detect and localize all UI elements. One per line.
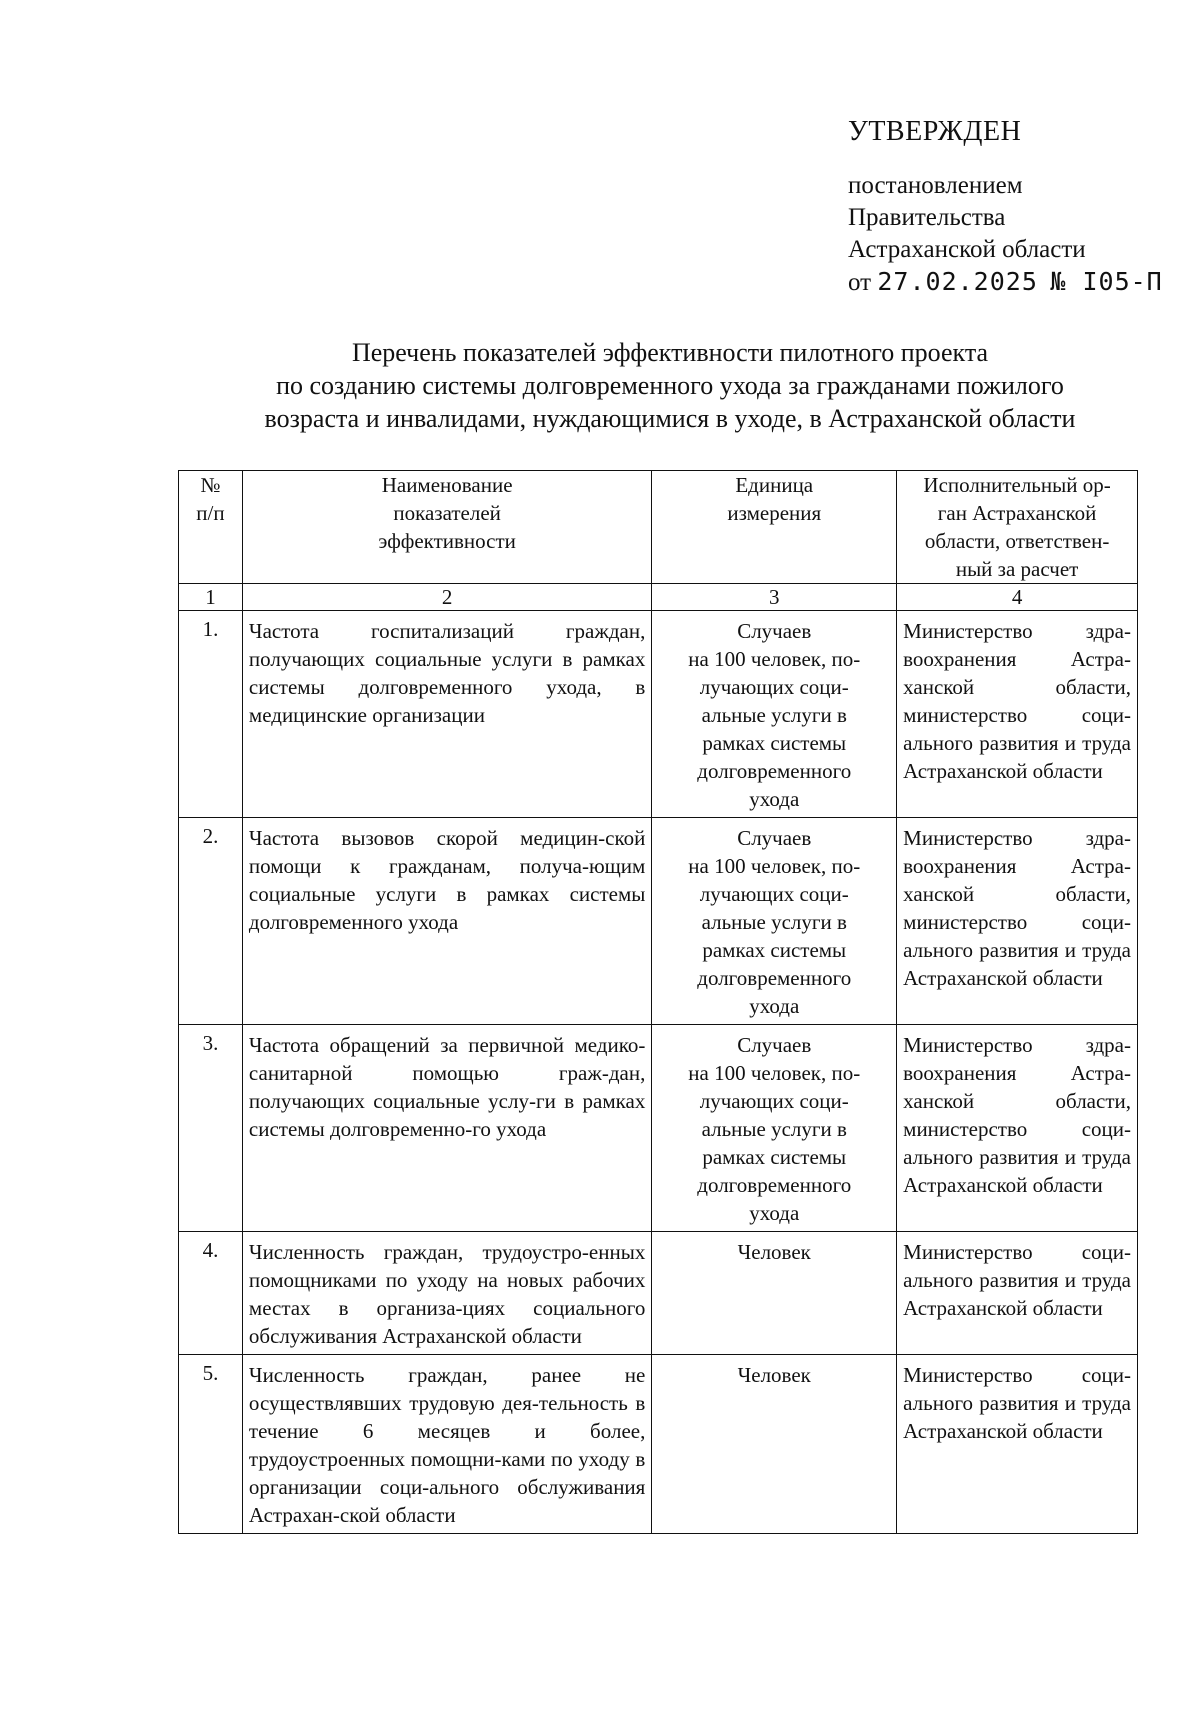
- column-number: 2: [242, 584, 651, 611]
- indicator-unit: Человек: [652, 1355, 897, 1534]
- indicator-unit: Случаев на 100 человек, по- лучающих соци- альные услуги в рамках системы долговременного ухода: [652, 1025, 897, 1232]
- indicator-name: Частота вызовов скорой медицин-ской помощи к гражданам, получа-ющим социальные услуги в рамках системы долговременного ухода: [242, 818, 651, 1025]
- approval-line-2: Правительства: [848, 204, 1006, 231]
- indicator-name: Частота госпитализаций граждан, получающих социальные услуги в рамках системы долговременного ухода, в медицинские организации: [242, 611, 651, 818]
- table-header-row: [179, 471, 1138, 584]
- responsible-body: Министерство соци-ального развития и труда Астраханской области: [897, 1232, 1138, 1355]
- approval-date: 27.02.2025: [877, 267, 1038, 296]
- indicator-unit: Человек: [652, 1232, 897, 1355]
- indicator-name: Численность граждан, трудоустро-енных помощниками по уходу на новых рабочих местах в организа-циях социального обслуживания Астраханской области: [242, 1232, 651, 1355]
- table-row: [179, 818, 1138, 1025]
- responsible-body: Министерство здра-воохранения Астра-ханской области, министерство соци-ального развития и труда Астраханской области: [897, 611, 1138, 818]
- approval-heading: УТВЕРЖДЕН: [848, 116, 1022, 147]
- approval-number: № I05-П: [1050, 267, 1163, 296]
- approval-line-1: постановлением: [848, 172, 1023, 199]
- table-row: [179, 611, 1138, 818]
- document-title: Перечень показателей эффективности пилотного проекта по созданию системы долговременного ухода за гражданами пожилого возраста и инвалидами, нуждающимися в уходе, в Астраханской области: [264, 338, 1076, 433]
- indicator-name: Частота обращений за первичной медико-санитарной помощью граж-дан, получающих социальные услу-ги в рамках системы долговременно-го ухода: [242, 1025, 651, 1232]
- indicators-table: [178, 470, 1138, 1534]
- table-row: [179, 1355, 1138, 1534]
- row-number: 4.: [179, 1232, 243, 1355]
- table-row: [179, 1232, 1138, 1355]
- approval-stamp: [848, 116, 1188, 299]
- header-responsible-body: Исполнительный ор- ган Астраханской области, ответствен- ный за расчет: [897, 471, 1138, 584]
- header-unit: Единица измерения: [652, 471, 897, 584]
- row-number: 2.: [179, 818, 243, 1025]
- column-number: 1: [179, 584, 243, 611]
- responsible-body: Министерство соци-ального развития и труда Астраханской области: [897, 1355, 1138, 1534]
- responsible-body: Министерство здра-воохранения Астра-ханской области, министерство соци-ального развития и труда Астраханской области: [897, 818, 1138, 1025]
- indicator-unit: Случаев на 100 человек, по- лучающих соци- альные услуги в рамках системы долговременного ухода: [652, 818, 897, 1025]
- table-row: [179, 1025, 1138, 1232]
- row-number: 3.: [179, 1025, 243, 1232]
- indicator-unit: Случаев на 100 человек, по- лучающих соци- альные услуги в рамках системы долговременного ухода: [652, 611, 897, 818]
- header-indicator-name: Наименование показателей эффективности: [242, 471, 651, 584]
- row-number: 5.: [179, 1355, 243, 1534]
- approval-line-3: Астраханской области: [848, 236, 1086, 263]
- column-number: 3: [652, 584, 897, 611]
- column-number-row: [179, 584, 1138, 611]
- approval-date-prefix: от: [848, 269, 872, 296]
- column-number: 4: [897, 584, 1138, 611]
- row-number: 1.: [179, 611, 243, 818]
- responsible-body: Министерство здра-воохранения Астра-ханской области, министерство соци-ального развития и труда Астраханской области: [897, 1025, 1138, 1232]
- header-number: № п/п: [179, 471, 243, 584]
- approval-date-line: [848, 266, 1188, 299]
- indicator-name: Численность граждан, ранее не осуществлявших трудовую дея-тельность в течение 6 месяцев и более, трудоустроенных помощни-ками по уходу в организации соци-ального обслуживания Астрахан-ской области: [242, 1355, 651, 1534]
